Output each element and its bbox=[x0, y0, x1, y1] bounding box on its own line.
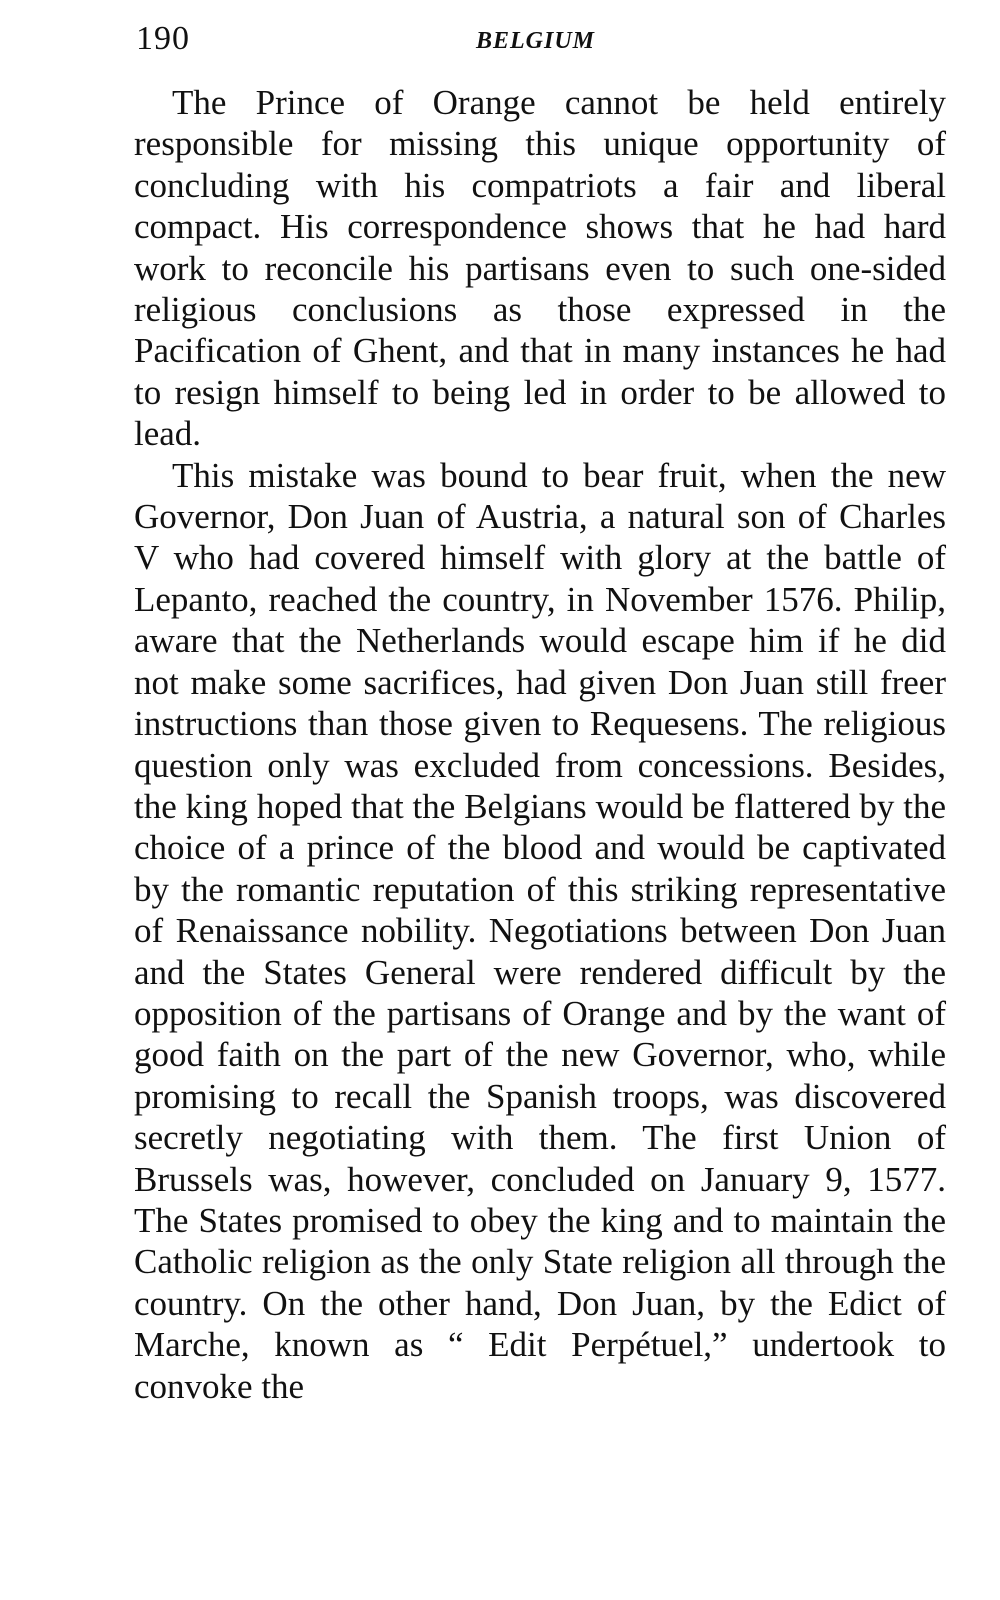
page-header bbox=[136, 16, 948, 66]
running-head: BELGIUM bbox=[476, 28, 596, 54]
page-number: 190 bbox=[136, 20, 190, 57]
paragraph-1: The Prince of Orange cannot be held entirely responsible for missing this unique opportunity of concluding with his compatriots a fair and liberal compact. His correspondence shows that he had hard work to reconcile his partisans even to such one-sided religious conclusions as those expressed in the Pacification of Ghent, and that in many instances he had to resign himself to being led in order to be allowed to lead. bbox=[134, 83, 946, 454]
paragraph-2: This mistake was bound to bear fruit, when the new Governor, Don Juan of Austria, a natural son of Charles V who had covered himself with glory at the battle of Lepanto, reached the country, in November 1576. Philip, aware that the Netherlands would escape him if he did not make some sacrifices, had given Don Juan still freer instructions than those given to Requesens. The religious question only was excluded from concessions. Besides, the king hoped that the Belgians would be flattered by the choice of a prince of the blood and would be captivated by the romantic reputation of this striking representative of Renaissance nobility. Negotiations between Don Juan and the States General were rendered difficult by the opposition of the partisans of Orange and by the want of good faith on the part of the new Governor, who, while promising to recall the Spanish troops, was discovered secretly negotiating with them. The first Union of Brussels was, however, concluded on January 9, 1577. The States promised to obey the king and to maintain the Catholic religion as the only State religion all through the country. On the other hand, Don Juan, by the Edict of Marche, known as “ Edit Perpétuel,” undertook to convoke the bbox=[134, 455, 946, 1406]
body-text bbox=[134, 82, 946, 1407]
